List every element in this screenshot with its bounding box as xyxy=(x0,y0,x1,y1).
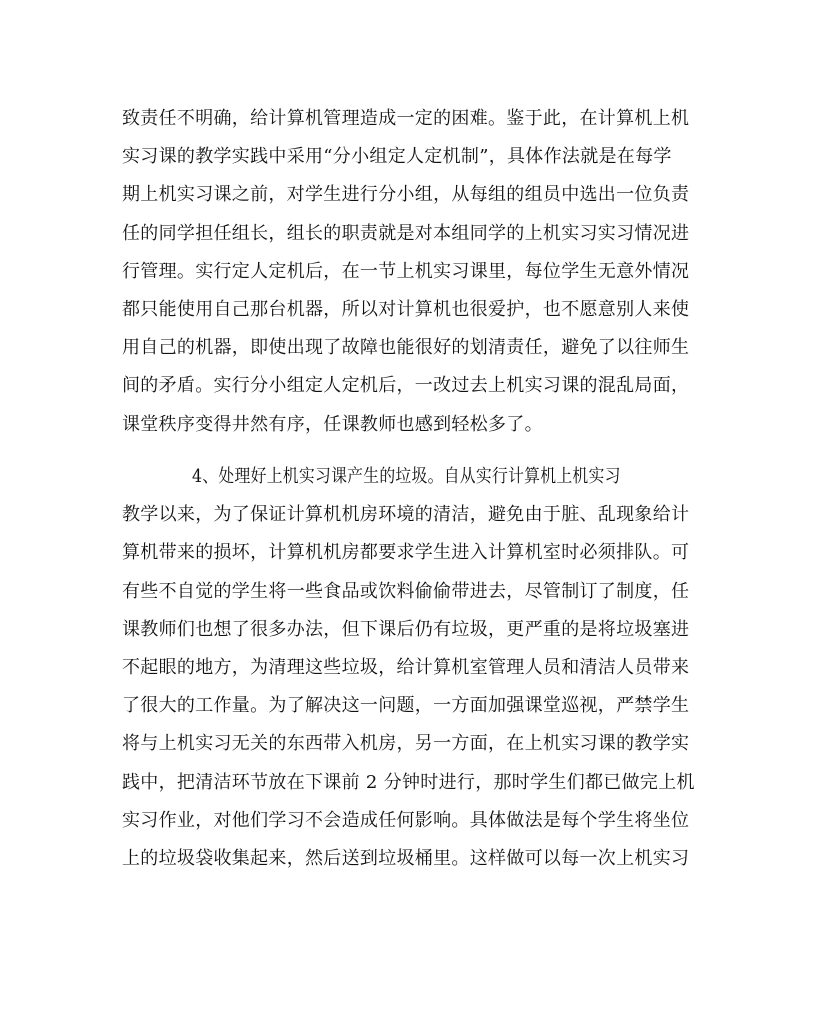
paragraph-2-line-5: 课教师们也想了很多办法，但下课后仍有垃圾，更严重的是将垃圾塞进 xyxy=(122,619,690,640)
paragraph-2-line-2: 教学以来，为了保证计算机机房环境的清洁，避免由于脏、乱现象给计 xyxy=(122,504,690,525)
paragraph-1-line-1: 致责任不明确，给计算机管理造成一定的困难。鉴于此，在计算机上机 xyxy=(122,108,690,129)
paragraph-2-line-1: 4、处理好上机实习课产生的垃圾。自从实行计算机上机实习 xyxy=(192,466,621,487)
paragraph-2-line-7: 了很大的工作量。为了解决这一问题，一方面加强课堂巡视，严禁学生 xyxy=(122,695,690,716)
paragraph-1-line-4: 任的同学担任组长，组长的职责就是对本组同学的上机实习实习情况进 xyxy=(122,223,690,244)
paragraph-2-line-4: 有些不自觉的学生将一些食品或饮料偷偷带进去，尽管制订了制度，任 xyxy=(122,581,690,602)
paragraph-1-line-5: 行管理。实行定人定机后，在一节上机实习课里，每位学生无意外情况 xyxy=(122,261,690,282)
paragraph-2-line-3: 算机带来的损坏，计算机机房都要求学生进入计算机室时必须排队。可 xyxy=(122,542,690,563)
paragraph-2-line-8: 将与上机实习无关的东西带入机房，另一方面，在上机实习课的教学实 xyxy=(122,733,690,754)
paragraph-1-line-3: 期上机实习课之前，对学生进行分小组，从每组的组员中选出一位负责 xyxy=(122,184,690,205)
paragraph-2-line-6: 不起眼的地方，为清理这些垃圾，给计算机室管理人员和清洁人员带来 xyxy=(122,657,690,678)
paragraph-2-line-10: 实习作业，对他们学习不会造成任何影响。具体做法是每个学生将坐位 xyxy=(122,810,690,831)
paragraph-1-line-7: 用自己的机器，即使出现了故障也能很好的划清责任，避免了以往师生 xyxy=(122,337,690,358)
paragraph-2-line-11: 上的垃圾袋收集起来，然后送到垃圾桶里。这样做可以每一次上机实习 xyxy=(122,848,690,869)
paragraph-1-line-6: 都只能使用自己那台机器，所以对计算机也很爱护，也不愿意别人来使 xyxy=(122,299,690,320)
paragraph-2-line-9: 践中，把清洁环节放在下课前 2 分钟时进行，那时学生们都已做完上机 xyxy=(122,772,695,793)
paragraph-1-line-8: 间的矛盾。实行分小组定人定机后，一改过去上机实习课的混乱局面， xyxy=(122,375,690,396)
paragraph-1-line-2: 实习课的教学实践中采用“分小组定人定机制”，具体作法就是在每学 xyxy=(122,146,672,167)
paragraph-1-line-9: 课堂秩序变得井然有序，任课教师也感到轻松多了。 xyxy=(122,414,543,435)
